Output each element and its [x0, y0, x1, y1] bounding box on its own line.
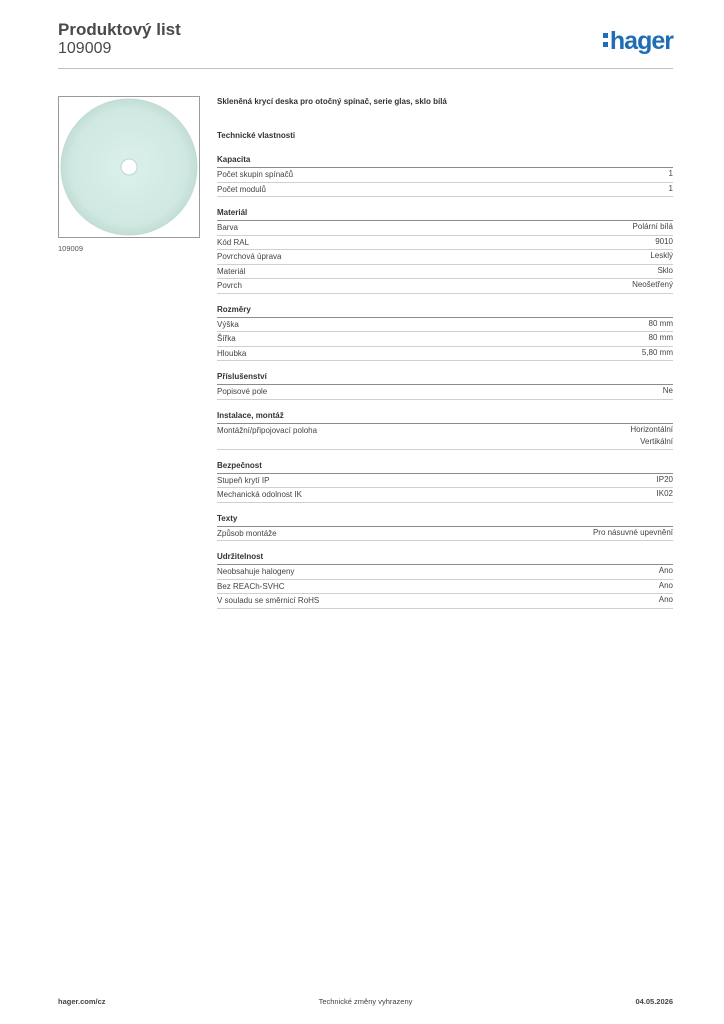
section-title: Příslušenství: [217, 371, 673, 385]
product-description: Skleněná krycí deska pro otočný spínač, serie glas, sklo bílá: [217, 97, 447, 106]
spec-label: Mechanická odolnost IK: [217, 490, 302, 499]
spec-label: Počet skupin spínačů: [217, 170, 294, 179]
spec-row: [217, 221, 673, 236]
spec-value-line: Ano: [658, 566, 673, 575]
spec-value: [593, 527, 673, 541]
footer-website-link[interactable]: hager.com/cz: [58, 997, 106, 1006]
spec-row: [217, 236, 673, 251]
spec-label: Stupeň krytí IP: [217, 475, 270, 485]
spec-label: V souladu se směrnicí RoHS: [217, 596, 320, 605]
spec-value-line: Ne: [662, 386, 673, 395]
spec-value: [630, 424, 673, 449]
footer-notice: Technické změny vyhrazeny: [318, 997, 413, 1006]
spec-label: Počet modulů: [217, 184, 266, 194]
page-title: Produktový list: [58, 20, 181, 39]
product-details: [217, 96, 673, 609]
spec-section: [217, 154, 673, 197]
product-image: [58, 96, 200, 238]
spec-label: Materiál: [217, 266, 246, 276]
spec-value: [632, 279, 673, 293]
spec-section: [217, 460, 673, 503]
spec-value: [659, 580, 673, 594]
section-title: Materiál: [217, 207, 673, 221]
spec-value-line: Ano: [658, 580, 673, 590]
spec-row: [217, 565, 673, 580]
spec-value: [633, 221, 673, 235]
spec-label: Montážní/připojovací poloha: [217, 425, 318, 435]
page-header: [58, 20, 673, 70]
hager-logo[interactable]: [603, 27, 673, 56]
section-title: Instalace, montáž: [217, 410, 673, 424]
logo-text: hager: [609, 27, 673, 55]
spec-value-line: Vertikální: [640, 437, 673, 446]
spec-label: Neobsahuje halogeny: [217, 567, 295, 576]
spec-value-line: 1: [668, 183, 673, 193]
spec-value-line: Sklo: [657, 265, 673, 275]
spec-row: [217, 580, 673, 595]
logo-dots-icon: [603, 33, 608, 47]
spec-value-line: 1: [668, 169, 673, 178]
spec-row: [217, 279, 673, 294]
spec-section: [217, 410, 673, 450]
spec-label: Povrch: [217, 281, 242, 290]
spec-value-line: 80 mm: [648, 318, 673, 328]
spec-value: [657, 265, 673, 279]
spec-value-line: IK02: [656, 489, 673, 498]
spec-label: Šířka: [217, 334, 236, 343]
spec-sections: [217, 154, 673, 609]
spec-row: [217, 318, 673, 333]
spec-value-line: 9010: [655, 236, 673, 246]
spec-value-line: Neošetřený: [632, 280, 673, 289]
spec-value: [669, 183, 673, 197]
section-title: Texty: [217, 513, 673, 527]
spec-label: Kód RAL: [217, 237, 250, 247]
spec-row: [217, 474, 673, 489]
spec-label: Povrchová úprava: [217, 252, 282, 261]
image-caption: 109009: [58, 244, 84, 253]
spec-section: [217, 304, 673, 362]
spec-value: [663, 385, 673, 399]
spec-value-line: Pro násuvné upevnění: [592, 527, 673, 537]
spec-row: [217, 385, 673, 400]
spec-value-line: 80 mm: [648, 333, 673, 342]
spec-row: [217, 347, 673, 362]
spec-value: [655, 236, 673, 250]
spec-value: [657, 488, 673, 502]
spec-value: [669, 168, 673, 182]
spec-value: [649, 332, 673, 346]
spec-label: Hloubka: [217, 348, 247, 358]
spec-section: [217, 513, 673, 542]
spec-row: [217, 250, 673, 265]
spec-row: [217, 265, 673, 280]
spec-row: [217, 424, 673, 450]
spec-value-line: Polární bílá: [632, 222, 673, 231]
section-title: Bezpečnost: [217, 460, 673, 474]
spec-row: [217, 168, 673, 183]
spec-row: [217, 332, 673, 347]
spec-value-line: Horizontální: [630, 424, 673, 434]
spec-value-line: 5,80 mm: [641, 347, 673, 357]
glass-plate-icon: [59, 97, 199, 237]
spec-label: Výška: [217, 319, 239, 329]
spec-value: [659, 565, 673, 579]
section-title: Kapacita: [217, 154, 673, 168]
spec-value: [659, 594, 673, 608]
spec-row: [217, 527, 673, 542]
spec-section: [217, 551, 673, 609]
spec-value: [650, 250, 673, 264]
spec-value: [657, 474, 673, 488]
spec-value: [642, 347, 673, 361]
spec-label: Popisové pole: [217, 387, 268, 396]
spec-section: [217, 207, 673, 294]
spec-row: [217, 594, 673, 609]
spec-value-line: Ano: [658, 595, 673, 604]
section-title: Rozměry: [217, 304, 673, 318]
footer-date: 04.05.2026: [635, 997, 673, 1006]
section-title: Udržitelnost: [217, 551, 673, 565]
header-divider: [58, 68, 673, 69]
spec-label: Bez REACh-SVHC: [217, 581, 285, 591]
technical-properties-heading: Technické vlastnosti: [217, 131, 296, 140]
spec-row: [217, 488, 673, 503]
document-number: 109009: [58, 40, 112, 57]
spec-value: [649, 318, 673, 332]
spec-value-line: Lesklý: [650, 251, 673, 260]
spec-row: [217, 183, 673, 198]
spec-label: Způsob montáže: [217, 528, 277, 538]
spec-value-line: IP20: [656, 474, 673, 484]
spec-label: Barva: [217, 223, 238, 232]
spec-section: [217, 371, 673, 400]
